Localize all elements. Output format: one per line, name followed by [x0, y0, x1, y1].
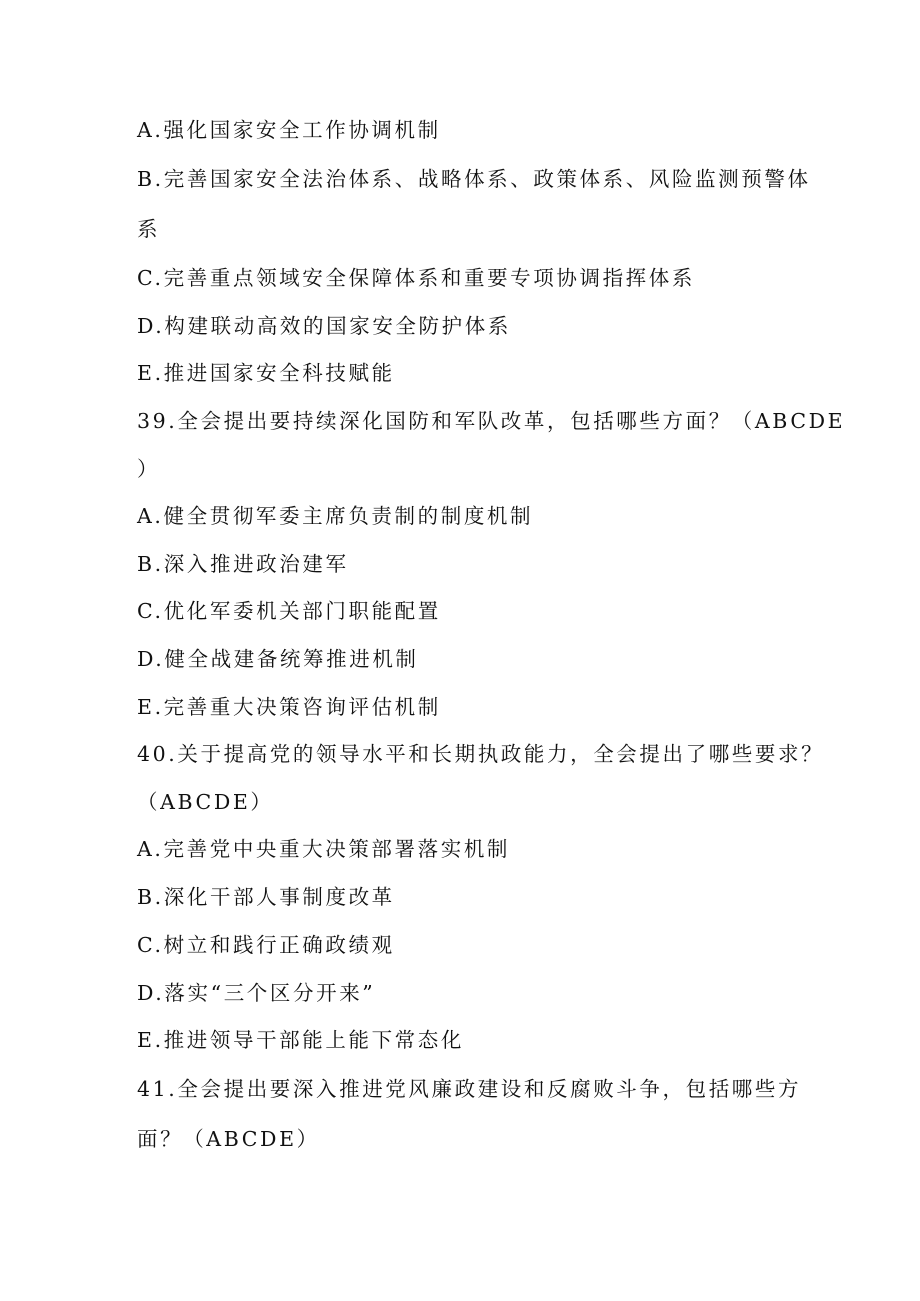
- question-40: 40.关于提高党的领导水平和长期执政能力，全会提出了哪些要求？: [137, 742, 825, 766]
- option-40-d: D.落实“三个区分开来”: [137, 981, 376, 1005]
- option-39-b: B.深入推进政治建军: [137, 552, 349, 576]
- question-39-continued: ）: [137, 457, 161, 481]
- question-40-continued: （ABCDE）: [137, 790, 274, 814]
- question-41: 41.全会提出要深入推进党风廉政建设和反腐败斗争，包括哪些方: [137, 1077, 802, 1101]
- option-38-a: A.强化国家安全工作协调机制: [137, 118, 441, 142]
- option-38-d: D.构建联动高效的国家安全防护体系: [137, 314, 511, 338]
- option-40-b: B.深化干部人事制度改革: [137, 885, 395, 909]
- option-40-e: E.推进领导干部能上能下常态化: [137, 1028, 464, 1052]
- option-39-d: D.健全战建备统筹推进机制: [137, 647, 419, 671]
- option-39-e: E.完善重大决策咨询评估机制: [137, 695, 441, 719]
- option-38-c: C.完善重点领域安全保障体系和重要专项协调指挥体系: [137, 266, 695, 290]
- option-38-e: E.推进国家安全科技赋能: [137, 361, 395, 385]
- question-41-continued: 面？（ABCDE）: [137, 1127, 320, 1151]
- question-39: 39.全会提出要持续深化国防和军队改革，包括哪些方面？（ABCDE: [137, 409, 846, 433]
- option-39-a: A.健全贯彻军委主席负责制的制度机制: [137, 504, 534, 528]
- option-38-b-continued: 系: [137, 217, 161, 241]
- option-40-c: C.树立和践行正确政绩观: [137, 933, 395, 957]
- option-40-a: A.完善党中央重大决策部署落实机制: [137, 837, 511, 861]
- option-39-c: C.优化军委机关部门职能配置: [137, 599, 441, 623]
- option-38-b: B.完善国家安全法治体系、战略体系、政策体系、风险监测预警体: [137, 167, 811, 191]
